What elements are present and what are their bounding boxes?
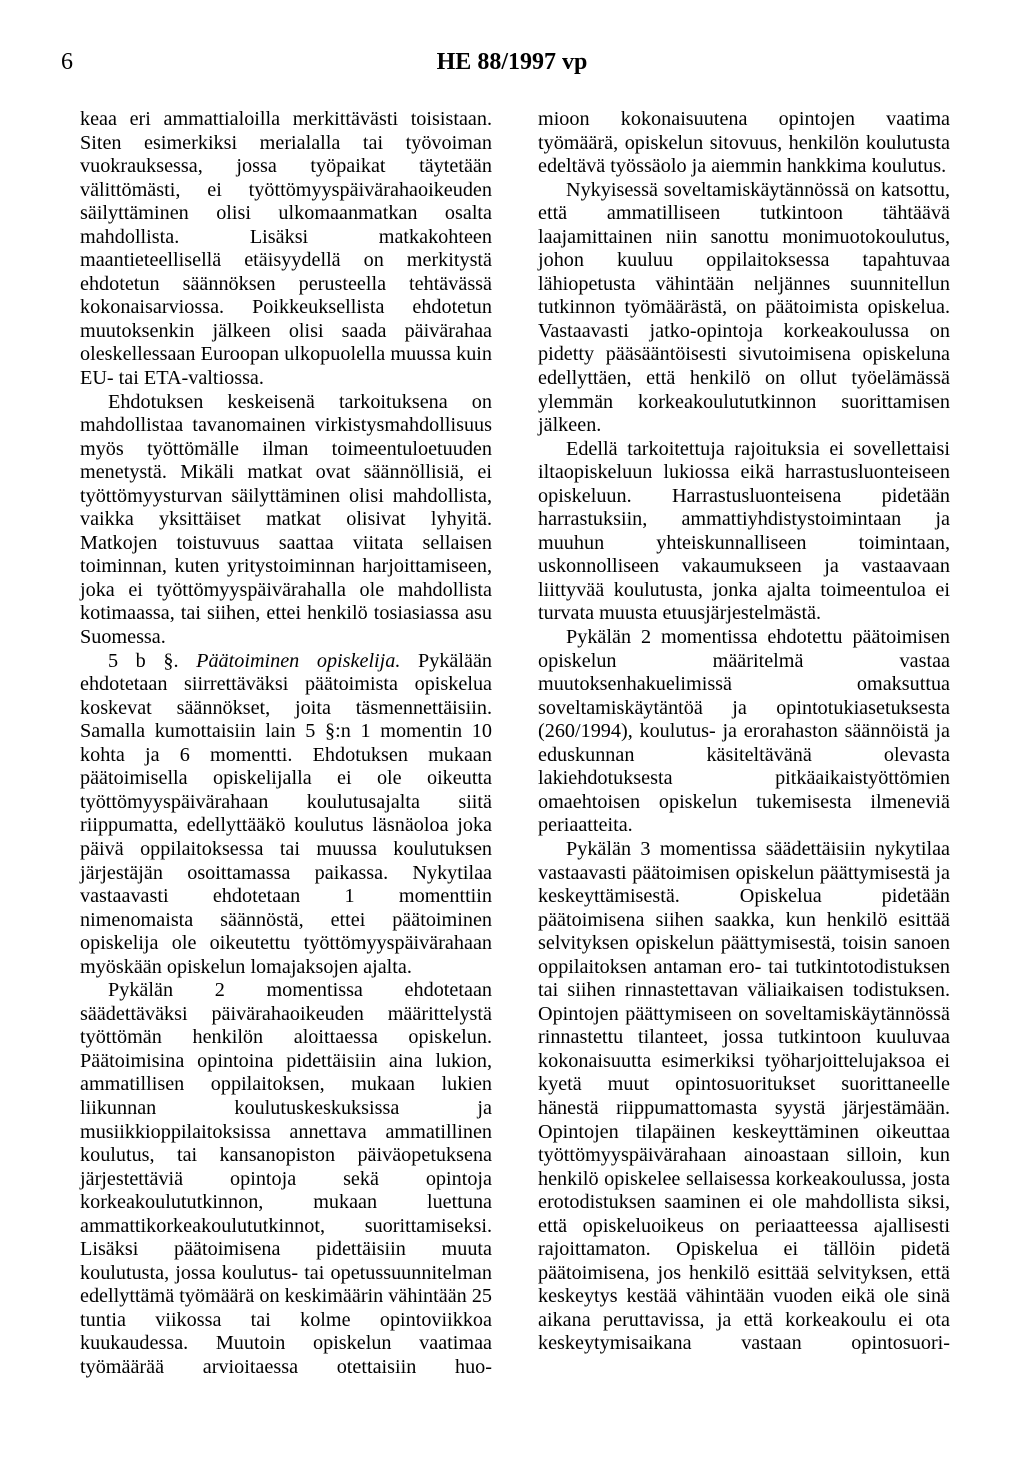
- left-column: [80, 108, 492, 1380]
- document-id-header: HE 88/1997 vp: [436, 49, 588, 75]
- paragraph: Ehdotuksen keskeisenä tarkoituksena on mahdollistaa tavanomainen virkistysmahdollisuus myös työttömälle ilman toimeentuloetuuden menetystä. Mikäli matkat ovat säännöllisiä, ei työttömyysturvan säilyttäminen olisi mahdollista, vaikka yksittäiset matkat olisivat lyhyitä. Matkojen toistuvuus saattaa viitata sellaisen toiminnan, kuten yritystoiminnan harjoittamiseen, joka ei työttömyyspäivärahalla ole mahdollista kotimaassa, tai siihen, ettei henkilö tosiasiassa asu Suomessa.: [80, 390, 492, 649]
- paragraph: Pykälän 3 momentissa säädettäisiin nykytilaa vastaavasti päätoimisen opiskelun päättymisestä ja keskeyttämisestä. Opiskelua pidetään päätoimisena siihen saakka, kun henkilö esittää selvityksen opiskelun päättymisestä, toisin sanoen oppilaitoksen antaman ero- tai tutkintotodistuksen tai siihen rinnastettavan väliaikaisen todistuksen. Opintojen päättymiseen on soveltamiskäytännössä rinnastettu tilanteet, jossa tutkintoon kuuluvaa kokonaisuutta esimerkiksi työharjoittelujaksoa ei kyetä muut opintosuoritukset suorittaneelle hänestä riippumattomasta syystä järjestämään. Opintojen tilapäinen keskeyttäminen oikeuttaa työttömyyspäivärahaan ainoastaan silloin, kun henkilö opiskelee sellaisessa korkeakoulussa, josta erotodistuksen saaminen ei ole mahdollista siksi, että opiskeluoikeus on periaatteessa ajallisesti rajoittamaton. Opiskelua ei tällöin pidetä päätoimisena, jos henkilö esittää selvityksen, että keskeytys kestää vähintään vuoden eikä ole sinä aikana peruttavissa, ja että korkeakoulu ei ota keskeytymisaikana vastaan opintosuori-: [538, 837, 950, 1355]
- paragraph: Edellä tarkoitettuja rajoituksia ei sovellettaisi iltaopiskeluun lukiossa eikä harrastusluonteiseen opiskeluun. Harrastusluonteisena pidetään harrastuksiin, ammattiyhdistystoimintaan ja muuhun yhteiskunnalliseen toimintaan, uskonnolliseen vakaumukseen ja vastaavaan liittyvää koulutusta, jonka ajalta toimeentuloa ei turvata muusta etuusjärjestelmästä.: [538, 437, 950, 625]
- section-text: Pykälään ehdotetaan siirrettäväksi päätoimista opiskelua koskevat säännökset, joita täsmennettäisiin. Samalla kumottaisiin lain 5 §:n 1 momentin 10 kohta ja 6 momentti. Ehdotuksen mukaan päätoimisella opiskelijalla ei ole oikeutta työttömyyspäivärahaan koulutusajalta siitä riippumatta, edellyttääkö koulutus läsnäoloa joka päivä oppilaitoksessa tai muussa koulutuksen järjestäjän osoittamassa paikassa. Nykytilaa vastaavasti ehdotetaan 1 momenttiin nimenomaista säännöstä, ettei päätoiminen opiskelija ole oikeutettu työttömyyspäivärahaan myöskään opiskelun lomajaksojen ajalta.: [80, 649, 492, 978]
- section-paragraph: [80, 650, 492, 980]
- section-number: 5 b §.: [108, 649, 179, 672]
- paragraph: Pykälän 2 momentissa ehdotettu päätoimisen opiskelun määritelmä vastaa muutoksenhakuelimissä omaksuttua soveltamiskäytäntöä ja opintotukiasetuksesta (260/1994), koulutus- ja erorahaston säännöistä ja eduskunnan käsiteltävänä olevasta lakiehdotuksesta pitkäaikaistyöttömien omaehtoisen opiskelun tukemisesta ilmeneviä periaatteita.: [538, 626, 950, 837]
- paragraph: Nykyisessä soveltamiskäytännössä on katsottu, että ammatilliseen tutkintoon tähtäävä laajamittainen niin sanottu monimuotokoulutus, johon kuuluu oppilaitoksessa tapahtuvaa lähiopetusta vähintään neljännes suunnitellun tutkinnon työmäärästä, on päätoimista opiskelua. Vastaavasti jatko-opintoja korkeakoulussa on pidetty pääsääntöisesti sivutoimisena opiskeluna edellyttäen, että henkilö on ollut työelämässä ylemmän korkeakoulututkinnon suorittamisen jälkeen.: [538, 178, 950, 437]
- paragraph: mioon kokonaisuutena opintojen vaatima työmäärä, opiskelun sitovuus, henkilön koulutusta edeltävä työssäolo ja aiemmin hankkima koulutus.: [538, 108, 950, 178]
- paragraph: keaa eri ammattialoilla merkittävästi toisistaan. Siten esimerkiksi merialalla tai työvoiman vuokrauksessa, jossa työpaikat täytetään välittömästi, ei työttömyyspäivärahaoikeuden säilyttäminen olisi ulkomaanmatkan osalta mahdollista. Lisäksi matkakohteen maantieteellisellä etäisyydellä on merkitystä ehdotetun säännöksen perusteella tehtävässä kokonaisarviossa. Poikkeuksellista ehdotetun muutoksenkin jälkeen olisi saada päivärahaa oleskellessaan Euroopan ulkopuolella muussa kuin EU- tai ETA-valtiossa.: [80, 108, 492, 390]
- right-column: [538, 108, 950, 1356]
- page-number: 6: [61, 49, 73, 75]
- section-title: Päätoiminen opiskelija.: [196, 649, 401, 672]
- paragraph: Pykälän 2 momentissa ehdotetaan säädettäväksi päivärahaoikeuden määrittelystä työttömän henkilön aloittaessa opiskelun. Päätoimisina opintoina pidettäisiin aina lukion, ammatillisen oppilaitoksen, mukaan lukien liikunnan koulutuskeskuksissa ja musiikkioppilaitoksissa annettava ammatillinen koulutus, tai kansanopiston päiväopetuksena järjestettäviä opintoja sekä opintoja korkeakoulututkinnon, mukaan luettuna ammattikorkeakoulututkinnot, suorittamiseksi. Lisäksi päätoimisena pidettäisiin muuta koulutusta, jossa koulutus- tai opetussuunnitelman edellyttämä työmäärä on keskimäärin vähintään 25 tuntia viikossa tai kolme opintoviikkoa kuukaudessa. Muutoin opiskelun vaatimaa työmäärää arvioitaessa otettaisiin huo-: [80, 979, 493, 1378]
